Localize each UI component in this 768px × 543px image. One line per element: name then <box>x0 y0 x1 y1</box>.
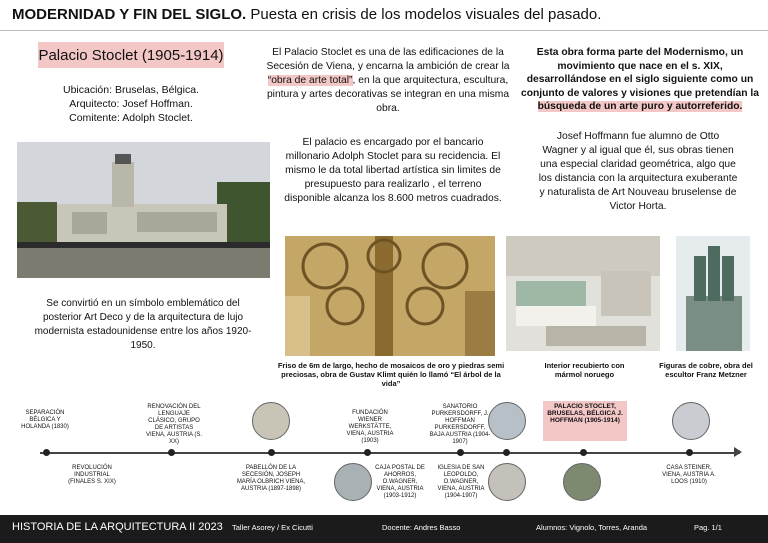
timeline-event: PABELLÓN DE LA SECESIÓN, JOSEPH MARÍA OLBRICH VIENA, AUSTRIA (1897-1898) <box>236 465 306 492</box>
taller-label: Taller Asorey / Ex Cicutti <box>232 523 313 532</box>
timeline-dot <box>503 449 510 456</box>
figures-caption: Figuras de cobre, obra del escultor Franz Metzner <box>659 361 753 379</box>
center-paragraph-1: El Palacio Stoclet es una de las edificaciones de la Secesión de Viena, y encarna la ambición de crear la “obra de arte total”, en la que arquitectura, escultura, pintura y artes decorativas se integran en una misma obra. <box>266 47 510 114</box>
interior-image <box>506 236 660 351</box>
klimt-frieze-image <box>285 236 495 356</box>
alumnos-label: Alumnos: Vignolo, Torres, Aranda <box>536 523 648 532</box>
timeline-dot <box>580 449 587 456</box>
footer-bar <box>0 515 768 543</box>
divider <box>0 30 768 31</box>
timeline-event: IGLESIA DE SAN LEOPOLDO, O.WAGNER, VIENA, AUSTRIA (1904-1907) <box>437 465 485 499</box>
page-title: MODERNIDAD Y FIN DEL SIGLO. Puesta en crisis de los modelos visuales del pasado. <box>12 6 602 23</box>
timeline-event: SEPARACIÓN BÉLGICA Y HOLANDA (1830) <box>21 410 69 430</box>
timeline-dot <box>268 449 275 456</box>
secession-thumbnail <box>252 402 290 440</box>
steinhof-church-thumbnail <box>488 463 526 501</box>
interior-caption: Interior recubierto con mármol noruego <box>544 361 625 379</box>
timeline-event: CAJA POSTAL DE AHORROS, O.WAGNER, VIENA, AUSTRIA (1903-1912) <box>375 465 425 499</box>
copper-figures-image <box>676 236 750 351</box>
docente-label: Docente: Andres Basso <box>382 523 461 532</box>
course-title: HISTORIA DE LA ARQUITECTURA II 2023 <box>12 521 223 533</box>
right-paragraph-1: Esta obra forma parte del Modernismo, un movimiento que nace en el s. XIX, desarrollándose en el siglo siguiente como un conjunto de valores y visiones que pretendían la búsqueda de un arte puro y autorreferido. <box>520 47 760 112</box>
left-paragraph: Se convirtió en un símbolo emblemático del posterior Art Deco y de la arquitectura de lujo modernista estadounidense entre los años 1920-1950. <box>34 298 252 351</box>
timeline-event-highlight: PALACIO STOCLET, BRUSELAS, BÉLGICA J. HOFFMAN (1905-1914) <box>543 401 627 441</box>
purkersdorf-thumbnail <box>488 402 526 440</box>
stoclet-info: Ubicación: Bruselas, Bélgica. Arquitecto: Josef Hoffman. Comitente: Adolph Stoclet. <box>63 84 199 124</box>
timeline-line <box>40 452 740 454</box>
timeline-event: CASA STEINER, VIENA, AUSTRIA A. LOOS (1910) <box>662 465 716 485</box>
timeline-event: RENOVACIÓN DEL LENGUAJE CLÁSICO, GRUPO DE ARTISTAS VIENA, AUSTRIA (S. XX) <box>146 404 203 445</box>
right-paragraph-2: Josef Hoffmann fue alumno de Otto Wagner y al igual que él, sus obras tienen una especial claridad geométrica, algo que los distancia con la arquitectura exuberante y naturalista de Art Nouveau bruselense de Victor Horta. <box>538 131 738 212</box>
timeline-dot <box>686 449 693 456</box>
stoclet-title-box: Palacio Stoclet (1905-1914) <box>38 42 224 68</box>
timeline-arrow-icon <box>734 447 742 457</box>
stoclet-thumbnail <box>563 463 601 501</box>
timeline-dot <box>168 449 175 456</box>
timeline-event: REVOLUCIÓN INDUSTRIAL (FINALES S. XIX) <box>68 465 116 485</box>
stoclet-photo <box>17 142 270 278</box>
frieze-caption: Friso de 6m de largo, hecho de mosaicos de oro y piedras semi preciosas, obra de Gustav Klimt quién lo llamó “El árbol de la vida” <box>277 361 505 388</box>
timeline-event: FUNDACIÓN WIENER WERKSTÄTTE, VIENA, AUSTRIA (1903) <box>346 410 394 444</box>
timeline-dot <box>364 449 371 456</box>
postal-savings-thumbnail <box>334 463 372 501</box>
timeline-event: SANATORIO PURKERSDORFF, J. HOFFMAN PURKERSDORFF, BAJA AUSTRIA (1904-1907) <box>429 404 491 445</box>
page-number: Pag. 1/1 <box>694 523 722 532</box>
timeline-dot <box>457 449 464 456</box>
timeline-dot <box>43 449 50 456</box>
center-paragraph-2: El palacio es encargado por el bancario millonario Adolph Stoclet para su recidencia. El mismo le da total libertad artística sin limites de presupuesto para realizarlo , el terreno disponible alcanza los 8.600 metros cuadrados. <box>284 137 502 204</box>
steiner-thumbnail <box>672 402 710 440</box>
